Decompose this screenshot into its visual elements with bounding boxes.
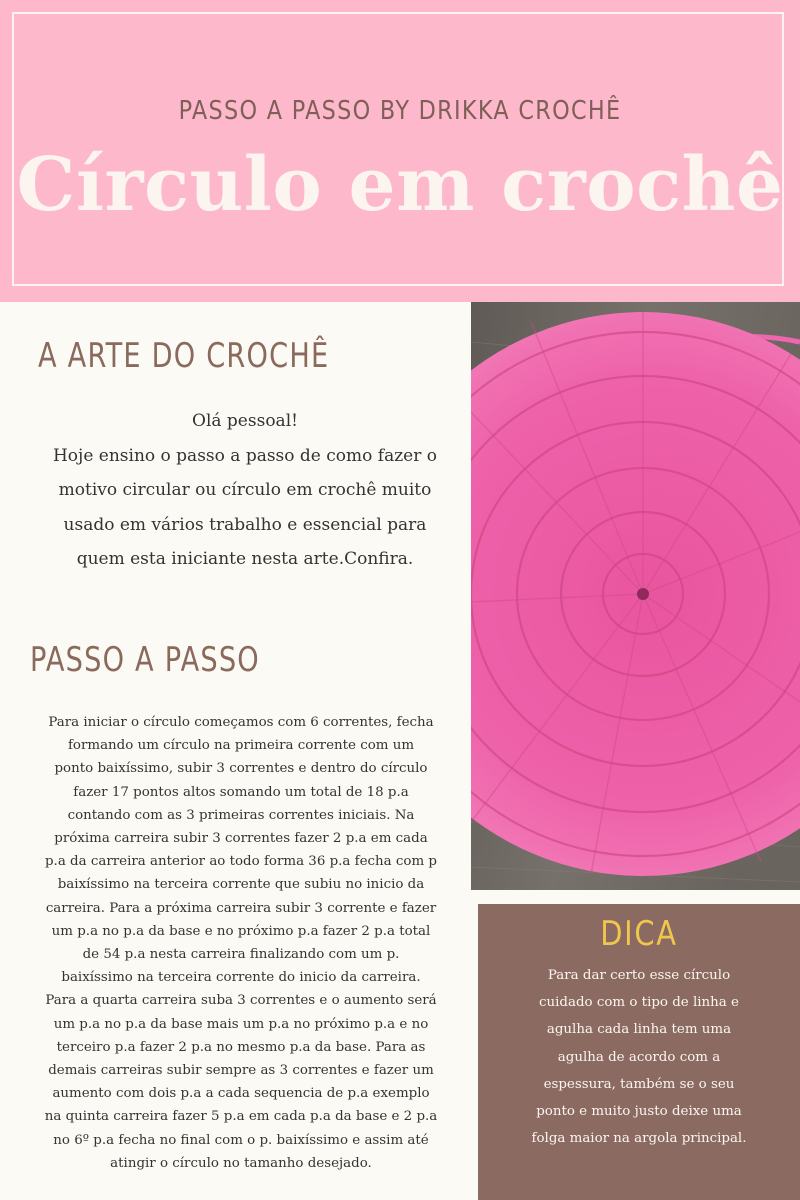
steps-line: demais carreiras subir sempre as 3 correntes e fazer um: [48, 1063, 434, 1079]
steps-line: carreira. Para a próxima carreira subir 3 corrente e fazer: [45, 900, 437, 916]
tip-text: [478, 962, 800, 1152]
steps-line: aumento com dois p.a a cada sequencia de p.a exemplo: [52, 1086, 430, 1102]
steps-line: próxima carreira subir 3 correntes fazer 2 p.a em cada: [54, 831, 428, 847]
steps-line: ponto baixíssimo, subir 3 correntes e dentro do círculo: [54, 761, 428, 777]
steps-heading: PASSO A PASSO: [30, 640, 260, 680]
header-subtitle: PASSO A PASSO BY DRIKKA CROCHÊ: [178, 96, 622, 126]
steps-line: no 6º p.a fecha no final com o p. baixíssimo e assim até: [53, 1132, 429, 1148]
steps-line: Para iniciar o círculo começamos com 6 correntes, fecha: [48, 715, 434, 730]
steps-line: atingir o círculo no tamanho desejado.: [110, 1155, 372, 1171]
intro-heading: A ARTE DO CROCHÊ: [38, 336, 330, 376]
steps-line: um p.a no p.a da base e no próximo p.a fazer 2 p.a total: [51, 923, 431, 939]
steps-line: um p.a no p.a da base mais um p.a no próximo p.a e no: [53, 1016, 429, 1032]
steps-line: terceiro p.a fazer 2 p.a no mesmo p.a da base. Para as: [56, 1039, 426, 1055]
tip-line: ponto e muito justo deixe uma: [536, 1104, 742, 1120]
intro-line: Hoje ensino o passo a passo de como fazer o: [52, 445, 437, 466]
steps-line: baixíssimo na terceira corrente que subiu no inicio da: [57, 877, 425, 893]
steps-line: contando com as 3 primeiras correntes iniciais. Na: [67, 807, 415, 823]
crochet-illustration: [471, 302, 800, 890]
tip-line: Para dar certo esse círculo: [547, 968, 731, 983]
crochet-circle-photo: [471, 302, 800, 890]
tip-line: agulha cada linha tem uma: [546, 1022, 732, 1038]
intro-line: quem esta iniciante nesta arte.Confira.: [76, 549, 414, 569]
steps-line: de 54 p.a nesta carreira finalizando com um p.: [82, 947, 400, 963]
tip-line: folga maior na argola principal.: [531, 1131, 747, 1147]
intro-line: Olá pessoal!: [192, 411, 298, 431]
page-title: Círculo em crochê: [16, 142, 784, 228]
steps-line: na quinta carreira fazer 5 p.a em cada p.a da base e 2 p.a: [44, 1109, 438, 1125]
steps-line: formando um círculo na primeira corrente com um: [67, 738, 415, 754]
steps-line: fazer 17 pontos altos somando um total de 18 p.a: [73, 784, 409, 800]
intro-text: [20, 404, 470, 577]
tip-line: espessura, também se o seu: [543, 1076, 735, 1092]
steps-line: p.a da carreira anterior ao todo forma 36 p.a fecha com p: [44, 854, 438, 870]
tip-line: cuidado com o tipo de linha e: [539, 995, 739, 1011]
steps-line: baixíssimo na terceira corrente do inicio da carreira.: [61, 970, 421, 986]
steps-text: [14, 711, 468, 1175]
tip-line: agulha de acordo com a: [557, 1049, 721, 1065]
center-ring: [637, 588, 649, 600]
tip-title: DICA: [600, 914, 678, 954]
tip-box: [478, 904, 800, 1200]
intro-line: motivo circular ou círculo em crochê muito: [58, 480, 432, 500]
intro-line: usado em vários trabalho e essencial para: [63, 514, 427, 535]
steps-line: Para a quarta carreira suba 3 correntes e o aumento será: [45, 993, 437, 1009]
